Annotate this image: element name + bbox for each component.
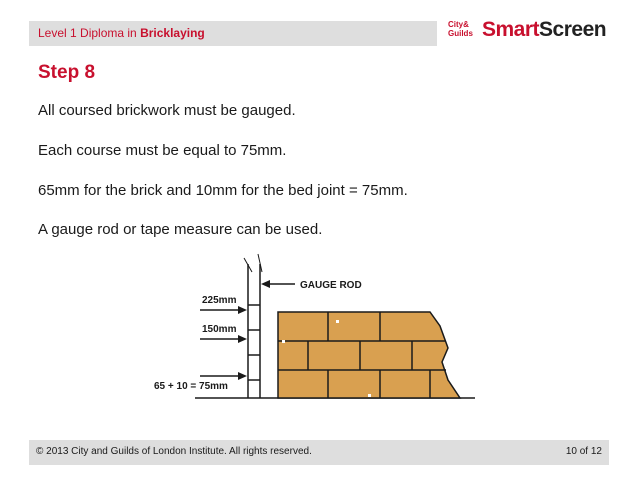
smartscreen-wordmark (482, 18, 606, 42)
arrow-225mm (200, 306, 247, 314)
label-75mm: 65 + 10 = 75mm (154, 381, 228, 392)
city-and-guilds-logo (448, 18, 608, 46)
header-prefix: Level 1 Diploma in (38, 26, 137, 40)
footer-page-number: 10 of 12 (565, 446, 602, 457)
gauge-rod-diagram (140, 250, 480, 420)
gauge-rod-label: GAUGE ROD (300, 280, 362, 291)
header-course: Bricklaying (140, 26, 205, 40)
body-line-3: 65mm for the brick and 10mm for the bed joint = 75mm. (38, 182, 408, 199)
body-line-4: A gauge rod or tape measure can be used. (38, 221, 323, 238)
header-course-title (38, 26, 205, 40)
body-line-2: Each course must be equal to 75mm. (38, 142, 287, 159)
logo-smart: Smart (482, 18, 540, 41)
brick-speck (368, 394, 371, 397)
label-150mm: 150mm (202, 324, 237, 335)
body-line-1: All coursed brickwork must be gauged. (38, 102, 296, 119)
logo-screen: Screen (539, 18, 607, 41)
footer-copyright: © 2013 City and Guilds of London Institute. All rights reserved. (36, 446, 312, 457)
logo-amp: & (463, 20, 469, 29)
arrow-150mm (200, 335, 247, 343)
brick-speck (282, 340, 285, 343)
label-225mm: 225mm (202, 295, 237, 306)
brick-speck (336, 320, 339, 323)
logo-guilds: Guilds (448, 29, 473, 38)
logo-city: City (448, 20, 464, 29)
brick-wall (278, 312, 460, 398)
gauge-rod (244, 254, 262, 398)
slide-title: Step 8 (38, 62, 96, 83)
gauge-rod-arrow (261, 280, 295, 288)
city-and-guilds-logo-icon (448, 20, 480, 38)
arrow-75mm (200, 372, 247, 380)
